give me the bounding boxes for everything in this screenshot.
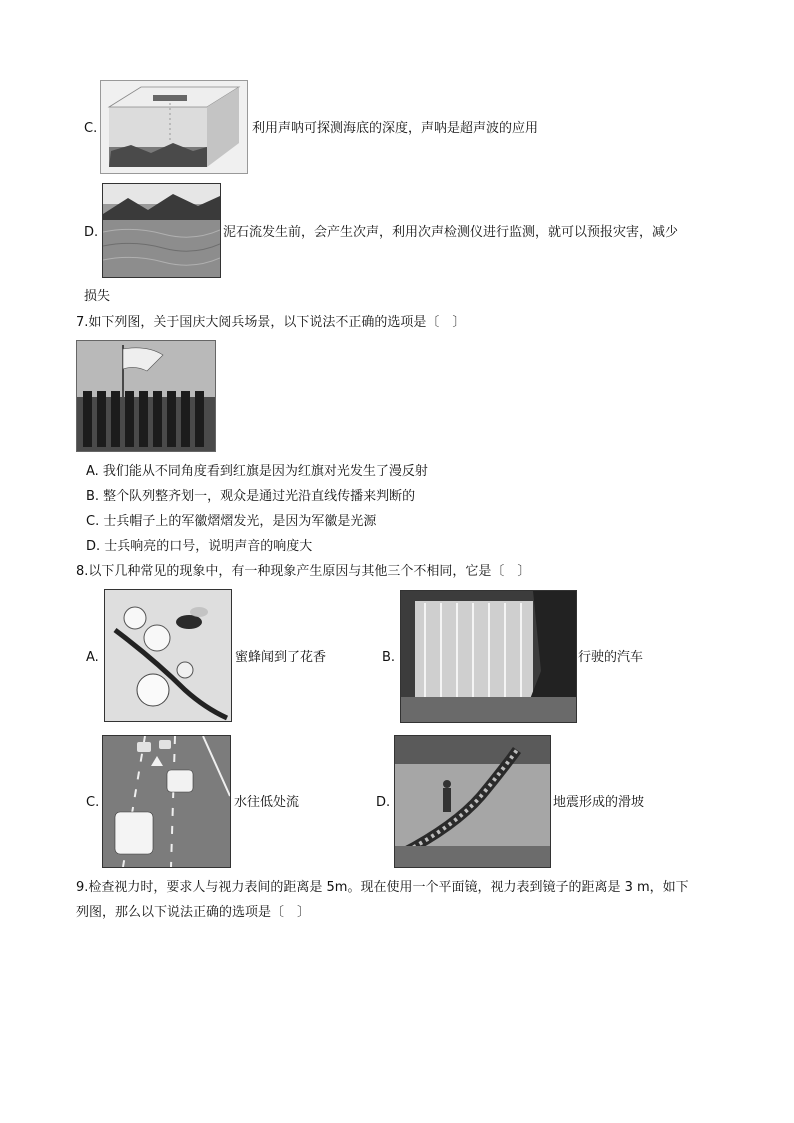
waterfall-image <box>400 590 577 723</box>
q8-option-d-label: D. <box>376 795 391 810</box>
q6-option-d-text: 泥石流发生前，会产生次声，利用次声检测仪进行监测，就可以预报灾害，减少 <box>223 225 679 240</box>
q7-option-b: B. 整个队列整齐划一，观众是通过光沿直线传播来判断的 <box>86 489 416 504</box>
q8-option-a-label: A. <box>86 650 99 665</box>
q8-option-a-text: 蜜蜂闻到了花香 <box>235 650 327 665</box>
bee-flower-image <box>104 589 232 722</box>
q7-option-d: D. 士兵响亮的口号，说明声音的响度大 <box>86 539 313 554</box>
q9-stem-line1: 9.检查视力时，要求人与视力表间的距离是 5m。现在使用一个平面镜，视力表到镜子的距离是 3 m，如下 <box>76 880 689 895</box>
q6-option-c-label: C. <box>84 121 98 136</box>
debris-flow-image <box>102 183 221 278</box>
q8-option-c-label: C. <box>86 795 100 810</box>
q7-stem: 7.如下列图，关于国庆大阅兵场景，以下说法不正确的选项是〔 〕 <box>76 315 466 330</box>
q8-option-b-label: B. <box>382 650 396 665</box>
q7-option-c: C. 士兵帽子上的军徽熠熠发光，是因为军徽是光源 <box>86 514 377 529</box>
q6-option-c-text: 利用声呐可探测海底的深度，声呐是超声波的应用 <box>252 121 539 136</box>
q9-stem-line2: 列图，那么以下说法正确的选项是〔 〕 <box>76 905 311 920</box>
q6-option-d-text-continued: 损失 <box>84 289 111 304</box>
q8-stem: 8.以下几种常见的现象中，有一种现象产生原因与其他三个不相同，它是〔 〕 <box>76 564 531 579</box>
q7-option-a: A. 我们能从不同角度看到红旗是因为红旗对光发生了漫反射 <box>86 464 428 479</box>
q6-option-d-label: D. <box>84 225 99 240</box>
q8-option-d-text: 地震形成的滑坡 <box>553 795 645 810</box>
q8-option-c-text: 水往低处流 <box>234 795 300 810</box>
parade-image <box>76 340 216 452</box>
sonar-depth-image <box>100 80 248 174</box>
landslide-railway-image <box>394 735 551 868</box>
q8-option-b-text: 行驶的汽车 <box>578 650 644 665</box>
road-cars-image <box>102 735 231 868</box>
